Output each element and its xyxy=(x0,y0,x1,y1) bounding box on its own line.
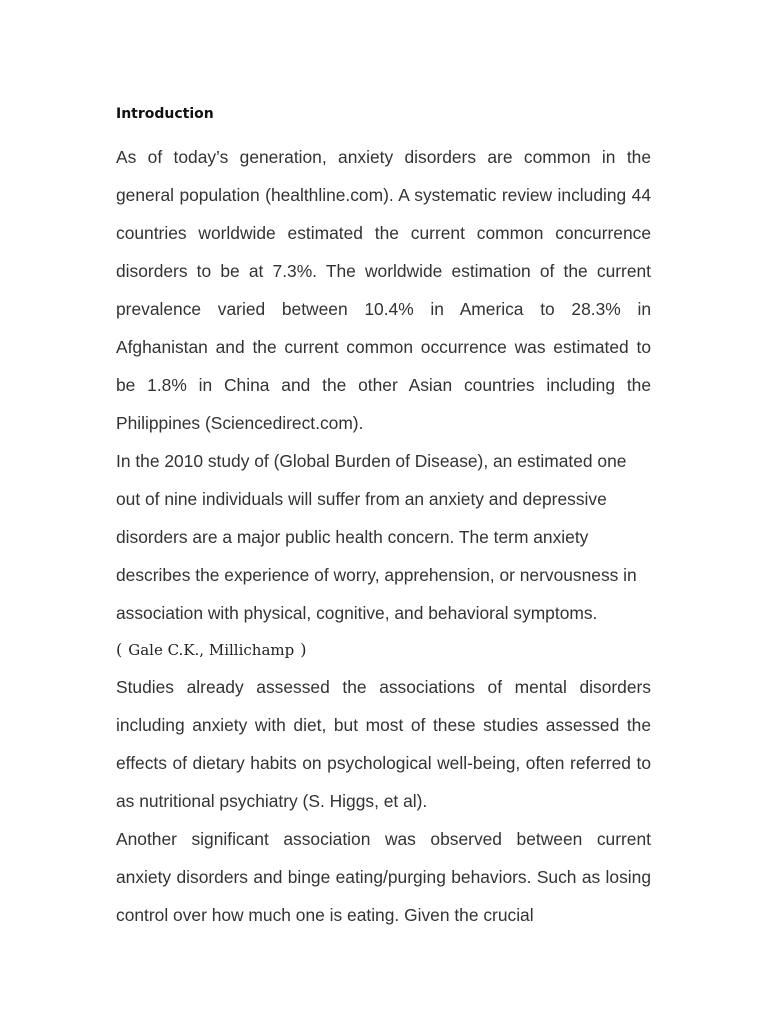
document-page xyxy=(116,104,651,934)
citation-line xyxy=(116,632,651,668)
citation-text: Gale C.K., Millichamp xyxy=(128,641,295,659)
paragraph-global-burden: In the 2010 study of (Global Burden of Disease), an estimated one out of nine individuals will suffer from an anxiety and depressive disorders are a major public health concern. The term anxiety describes the experience of worry, apprehension, or nervousness in association with physical, cognitive, and behavioral symptoms. xyxy=(116,451,637,623)
citation-close-paren: ) xyxy=(300,640,307,659)
paragraph-prevalence: As of today’s generation, anxiety disorders are common in the general population (healthline.com). A systematic review including 44 countries worldwide estimated the current common concurrence disorders to be at 7.3%. The worldwide estimation of the current prevalence varied between 10.4% in America to 28.3% in Afghanistan and the current common occurrence was estimated to be 1.8% in China and the other Asian countries including the Philippines (Sciencedirect.com). xyxy=(116,147,651,433)
paragraph-diet-studies: Studies already assessed the associations of mental disorders including anxiety with diet, but most of these studies assessed the effects of dietary habits on psychological well-being, often referred to as nutritional psychiatry (S. Higgs, et al). xyxy=(116,677,651,811)
citation-open-paren: ( xyxy=(116,640,123,659)
section-heading: Introduction xyxy=(116,106,214,122)
paragraph-binge-eating: Another significant association was observed between current anxiety disorders and binge eating/purging behaviors. Such as losing control over how much one is eating. Given the crucial xyxy=(116,829,651,925)
